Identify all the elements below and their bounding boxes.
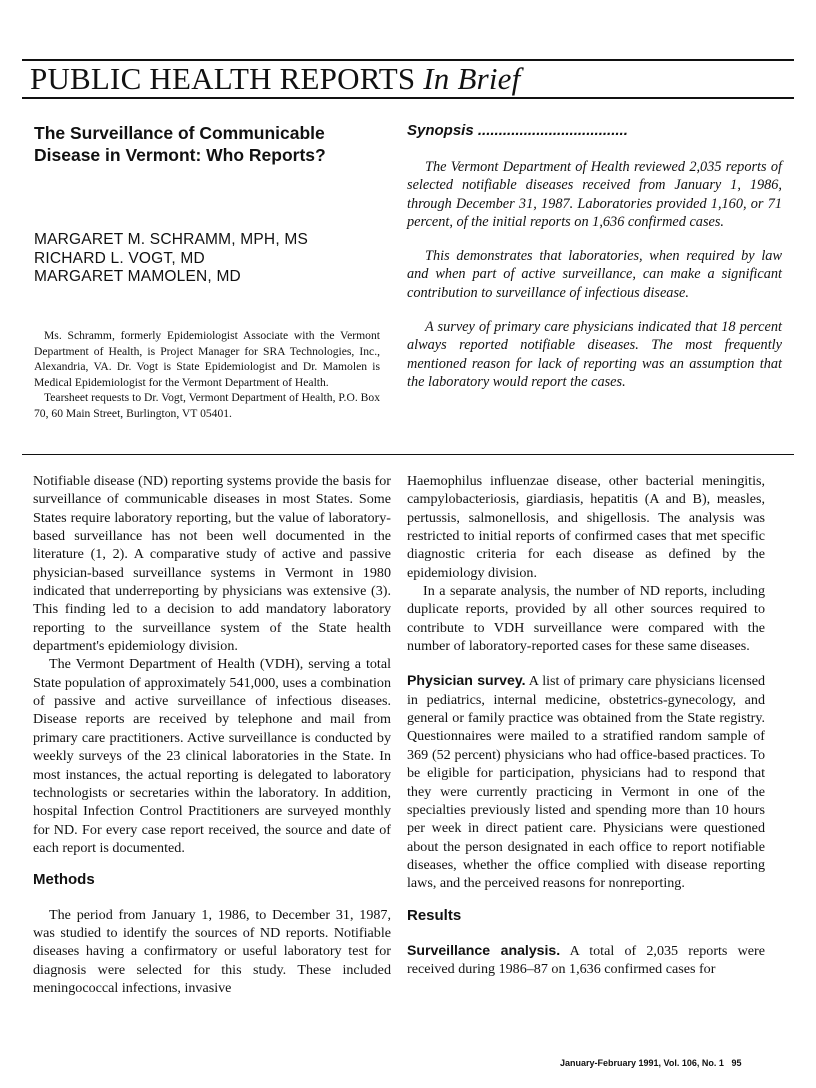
methods-heading: Methods: [33, 871, 95, 889]
synopsis-heading: Synopsis ....................................: [407, 122, 628, 139]
body-paragraph: Notifiable disease (ND) reporting systems provide the basis for surveillance of communicable diseases in most States. Some States require laboratory reporting, but the value of laboratory-based surveillance has not been well documented in the literature (1, 2). A comparative study of active and passive physician-based surveillance systems in Vermont in 1980 indicated that underreporting by physicians was extensive (3). This finding led to a decision to add mandatory laboratory reporting to the surveillance system of the State health department's epidemiology division.: [33, 473, 391, 655]
surveillance-analysis-paragraph: Surveillance analysis. A total of 2,035 reports were received during 1986–87 on 1,636 confirmed cases for: [407, 941, 765, 978]
surveillance-analysis-heading: Surveillance analysis.: [407, 941, 561, 958]
author-name: MARGARET MAMOLEN, MD: [34, 268, 241, 285]
synopsis-leader-dots: ....................................: [473, 122, 628, 139]
author-affiliation-note: [34, 328, 380, 421]
article-title: The Surveillance of Communicable Disease in Vermont: Who Reports?: [34, 123, 326, 165]
masthead-suffix: In Brief: [423, 61, 521, 96]
physician-survey-paragraph: Physician survey. A list of primary care physicians licensed in pediatrics, internal medicine, obstetrics-gynecology, and general or family practice was obtained from the State registry. Questionnaires were mailed to a stratified random sample of 369 (52 percent) physicians who had office-based practices. To be eligible for participation, physicians had to respond that they were currently practicing in Vermont in one of the specialties previously listed and spending more than 10 hours per week in direct patient care. Physicians were questioned about the person designated in each office to report notifiable diseases, whether the office complied with disease reporting laws, and the perceived reasons for nonreporting.: [407, 672, 765, 892]
synopsis-body: [407, 158, 782, 407]
masthead-title: PUBLIC HEALTH REPORTS: [30, 61, 416, 96]
page-footer: [560, 1058, 741, 1068]
results-heading: Results: [407, 906, 462, 924]
masthead-bottom-rule: [22, 97, 794, 99]
synopsis-paragraph: This demonstrates that laboratories, when required by law and when part of active surveillance, can make a significant contribution to surveillance of infectious disease.: [407, 248, 782, 301]
body-column-left: [33, 472, 391, 997]
author-name: RICHARD L. VOGT, MD: [34, 249, 205, 267]
body-paragraph: The Vermont Department of Health (VDH), serving a total State population of approximately 541,000, uses a combination of passive and active surveillance of infectious diseases. Disease reports are received by telephone and mail from primary care practitioners. Active surveillance is conducted by weekly surveys of the 23 clinical laboratories in the State. In most instances, the actual reporting is delegated to laboratory technologists or secretaries within the laboratory. In addition, hospital Infection Control Practitioners are surveyed monthly for ND. For every case report received, the source and date of each report is documented.: [33, 656, 391, 856]
body-paragraph: The period from January 1, 1986, to December 31, 1987, was studied to identify the sources of ND reports. Notifiable diseases having a confirmatory or useful laboratory test for diagnosis were selected for this study. These included meningococcal infections, invasive: [33, 906, 391, 996]
affiliation-text: Ms. Schramm, formerly Epidemiologist Associate with the Vermont Department of Health, is Project Manager for SRA Technologies, Inc., Alexandria, VA. Dr. Vogt is State Epidemiologist and Dr. Mamolen is Medical Epidemiologist for the Vermont Department of Health.: [34, 329, 380, 389]
synopsis-paragraph: A survey of primary care physicians indicated that 18 percent always reported notifiable diseases. The most frequently mentioned reason for lack of reporting was an assumption that the laboratory would report the cases.: [407, 319, 782, 390]
issue-info: January-February 1991, Vol. 106, No. 1: [560, 1058, 724, 1068]
body-paragraph: Haemophilus influenzae disease, other bacterial meningitis, campylobacteriosis, giardiasis, hepatitis (A and B), measles, pertussis, salmonellosis, and shigellosis. The analysis was restricted to initial reports of confirmed cases that met specific diagnostic criteria for each disease as defined by the epidemiology division.: [407, 473, 765, 581]
author-name: MARGARET M. SCHRAMM, MPH, MS: [34, 231, 308, 248]
synopsis-paragraph: The Vermont Department of Health reviewed 2,035 reports of selected notifiable diseases received from January 1, 1986, through December 31, 1987. Laboratories provided 1,160, or 71 percent, of the initial reports on 1,636 confirmed cases.: [407, 159, 782, 230]
journal-masthead: [30, 62, 520, 96]
physician-survey-heading: Physician survey.: [407, 672, 526, 689]
author-list: [34, 231, 374, 287]
page-number: 95: [731, 1058, 742, 1068]
section-divider-rule: [22, 454, 794, 455]
body-paragraph: In a separate analysis, the number of ND reports, including duplicate reports, provided by all other sources required to contribute to VDH surveillance were compared with the number of laboratory-reported cases for these same diseases.: [407, 583, 765, 655]
tearsheet-text: Tearsheet requests to Dr. Vogt, Vermont Department of Health, P.O. Box 70, 60 Main Street, Burlington, VT 05401.: [34, 391, 380, 420]
body-column-right: [407, 472, 765, 979]
